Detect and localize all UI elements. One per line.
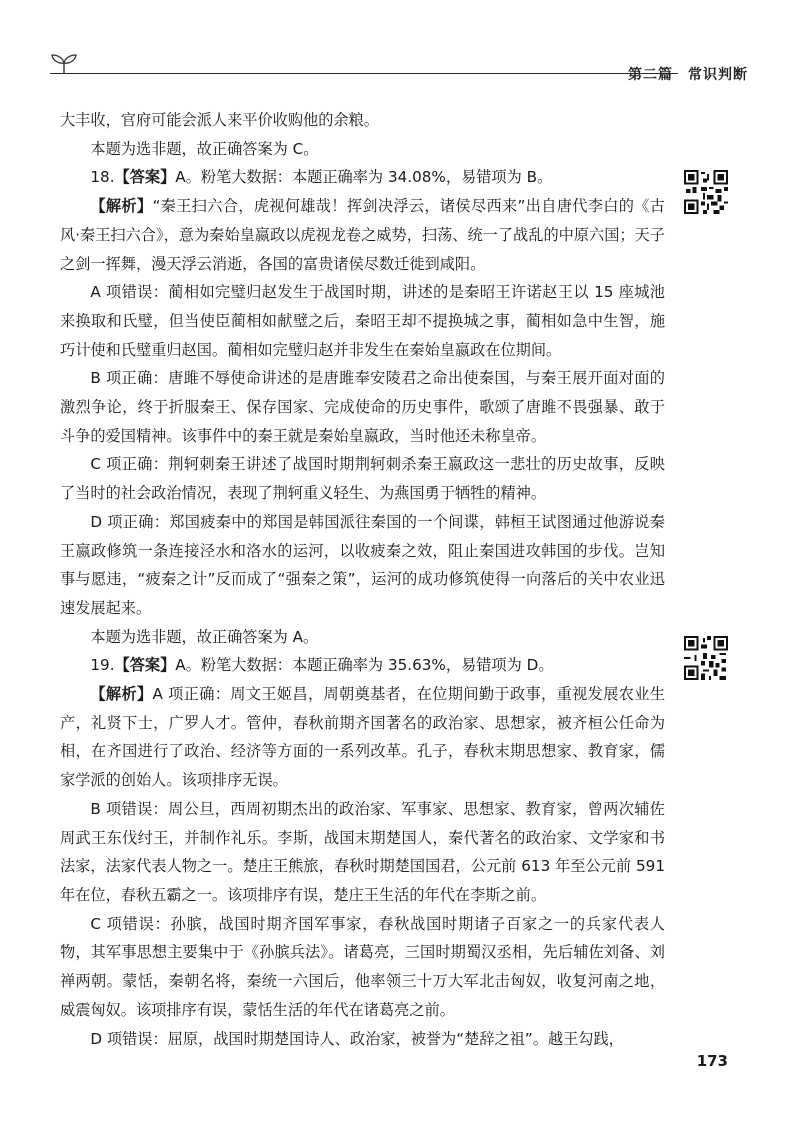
answer-line bbox=[60, 163, 665, 192]
paragraph: D 项正确：郑国疲秦中的郑国是韩国派往秦国的一个间谍，韩桓王试图通过他游说秦王嬴政修筑一条连接泾水和洛水的运河，以收疲秦之效，阻止秦国进攻韩国的步伐。岂知事与愿违，“疲秦之计”反而成了“强秦之策”，运河的成功修筑使得一向落后的关中农业迅速发展起来。 bbox=[60, 512, 665, 617]
answer-tag: 【答案】 bbox=[114, 656, 176, 675]
qr-code-icon[interactable] bbox=[684, 170, 728, 214]
analysis-text: “秦王扫六合，虎视何雄哉！挥剑决浮云，诸侯尽西来”出自唐代李白的《古风·秦王扫六合》，意为秦始皇嬴政以虎视龙卷之威势，扫荡、统一了战乱的中原六国；天子之剑一挥舞，漫天浮云消逝，各国的富贵诸侯尽数迁徙到咸阳。 bbox=[60, 197, 665, 273]
paragraph: B 项错误：周公旦，西周初期杰出的政治家、军事家、思想家、教育家，曾两次辅佐周武王东伐纣王，并制作礼乐。李斯，战国末期楚国人，秦代著名的政治家、文学家和书法家，法家代表人物之一。楚庄王熊旅，春秋时期楚国国君，公元前 613 年至公元前 591 年在位，春秋五霸之一。该项排序有误，楚庄王生活的年代在李斯之前。 bbox=[60, 799, 665, 904]
qr-code-icon[interactable] bbox=[684, 636, 728, 680]
paragraph: D 项错误：屈原，战国时期楚国诗人、政治家，被誉为“楚辞之祖”。越王勾践， bbox=[90, 1029, 624, 1048]
analysis-paragraph bbox=[60, 680, 665, 795]
analysis-tag: 【解析】 bbox=[90, 685, 153, 704]
section-title: 第二篇 常识判断 bbox=[628, 67, 748, 83]
main-content bbox=[60, 106, 665, 1053]
paragraph: B 项正确：唐雎不辱使命讲述的是唐雎奉安陵君之命出使秦国，与秦王展开面对面的激烈争论，终于折服秦王、保存国家、完成使命的历史事件，歌颂了唐雎不畏强暴、敢于斗争的爱国精神。该事件中的秦王就是秦始皇嬴政，当时他还未称皇帝。 bbox=[60, 369, 665, 445]
paragraph: A 项错误：蔺相如完璧归赵发生于战国时期，讲述的是秦昭王许诺赵王以 15 座城池来换取和氏璧，但当使臣蔺相如献璧之后，秦昭王却不提换城之事，蔺相如急中生智，施巧计使和氏璧重归赵国。蔺相如完璧归赵并非发生在秦始皇嬴政在位期间。 bbox=[60, 283, 665, 359]
answer-line bbox=[60, 651, 665, 680]
paragraph: C 项正确：荆轲刺秦王讲述了战国时期荆轲刺杀秦王嬴政这一悲壮的历史故事，反映了当时的社会政治情况，表现了荆轲重义轻生、为燕国勇于牺牲的精神。 bbox=[60, 455, 665, 503]
paragraph: 本题为选非题，故正确答案为 A。 bbox=[90, 627, 319, 646]
paragraph: C 项错误：孙膑，战国时期齐国军事家，春秋战国时期诸子百家之一的兵家代表人物，其军事思想主要集中于《孙膑兵法》。诸葛亮，三国时期蜀汉丞相，先后辅佐刘备、刘禅两朝。蒙恬，秦朝名将，秦统一六国后，他率领三十万大军北击匈奴，收复河南之地，威震匈奴。该项排序有误，蒙恬生活的年代在诸葛亮之前。 bbox=[60, 914, 665, 1019]
answer-text: A。粉笔大数据：本题正确率为 35.63%，易错项为 D。 bbox=[175, 656, 554, 675]
question-number: 18. bbox=[90, 168, 115, 187]
page-number: 173 bbox=[696, 1052, 728, 1070]
answer-text: A。粉笔大数据：本题正确率为 34.08%，易错项为 B。 bbox=[175, 168, 553, 187]
header-rule bbox=[50, 73, 678, 74]
paragraph: 大丰收，官府可能会派人来平价收购他的余粮。 bbox=[60, 111, 379, 129]
question-number: 19. bbox=[90, 656, 115, 675]
analysis-text: A 项正确：周文王姬昌，周朝奠基者，在位期间勤于政事，重视发展农业生产，礼贤下士，广罗人才。管仲，春秋前期齐国著名的政治家、思想家，被齐桓公任命为相，在齐国进行了政治、经济等方面的一系列改革。孔子，春秋末期思想家、教育家，儒家学派的创始人。该项排序无误。 bbox=[60, 685, 666, 790]
analysis-paragraph bbox=[60, 192, 665, 278]
paragraph: 本题为选非题，故正确答案为 C。 bbox=[90, 139, 319, 158]
answer-tag: 【答案】 bbox=[114, 168, 176, 187]
analysis-tag: 【解析】 bbox=[90, 197, 153, 216]
